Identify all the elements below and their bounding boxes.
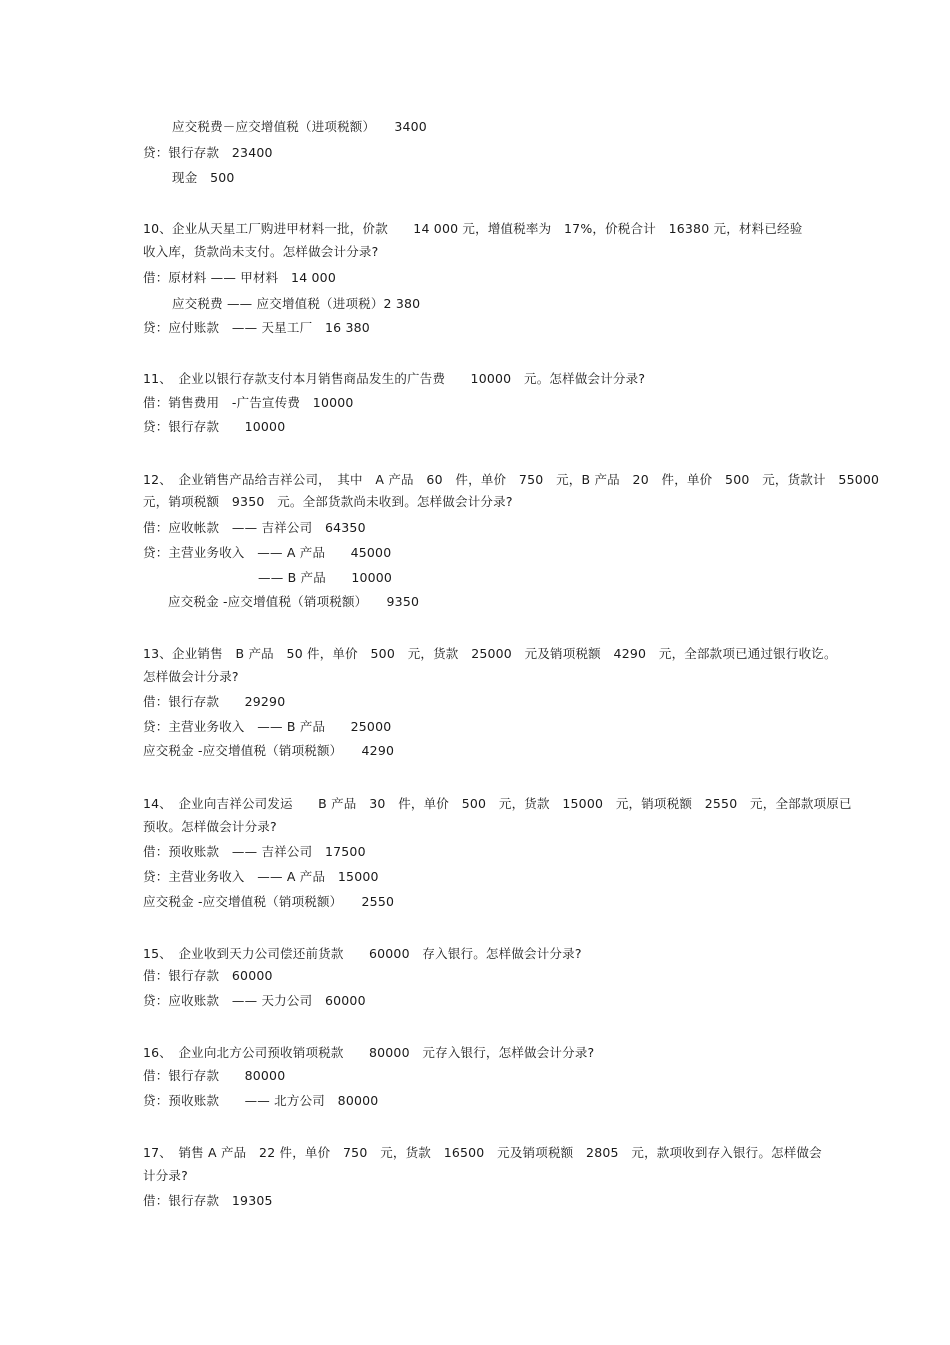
question-line: 17、 销售 A 产品 22 件，单价 750 元，货款 16500 元及销项税额 2805 元，款项收到存入银行。怎样做会 xyxy=(143,1145,822,1160)
question-line: 怎样做会计分录? xyxy=(143,669,239,684)
text-line: 应交税金 -应交增值税（销项税额） 4290 xyxy=(143,743,395,758)
text-line: 借：销售费用 -广告宣传费 10000 xyxy=(143,395,354,410)
question-line: 11、 企业以银行存款支付本月销售商品发生的广告费 10000 元。怎样做会计分录? xyxy=(143,371,646,386)
text-line: 借：银行存款 60000 xyxy=(143,968,273,983)
question-line: 计分录? xyxy=(143,1168,188,1183)
text-line: —— B 产品 10000 xyxy=(258,570,393,585)
question-line: 13、企业销售 B 产品 50 件，单价 500 元，货款 25000 元及销项税额 4290 元，全部款项已通过银行收讫。 xyxy=(143,646,837,661)
question-line: 10、企业从天星工厂购进甲材料一批，价款 14 000 元，增值税率为 17%，价税合计 16380 元，材料已经验 xyxy=(143,221,803,236)
question-line: 收入库，货款尚未支付。怎样做会计分录? xyxy=(143,244,379,259)
question-line: 15、 企业收到天力公司偿还前货款 60000 存入银行。怎样做会计分录? xyxy=(143,946,582,961)
text-line: 贷：银行存款 23400 xyxy=(143,145,273,160)
text-line: 贷：银行存款 10000 xyxy=(143,419,286,434)
text-line: 现金 500 xyxy=(172,170,235,185)
text-line: 应交税费－应交增值税（进项税额） 3400 xyxy=(172,119,427,134)
text-line: 应交税金 -应交增值税（销项税额） 2550 xyxy=(143,894,395,909)
text-line: 贷：预收账款 —— 北方公司 80000 xyxy=(143,1093,379,1108)
text-line: 贷：应付账款 —— 天星工厂 16 380 xyxy=(143,320,370,335)
text-line: 借：应收帐款 —— 吉祥公司 64350 xyxy=(143,520,366,535)
text-line: 贷：主营业务收入 —— B 产品 25000 xyxy=(143,719,392,734)
text-line: 借：预收账款 —— 吉祥公司 17500 xyxy=(143,844,366,859)
text-line: 应交税费 —— 应交增值税（进项税）2 380 xyxy=(172,296,421,311)
question-line: 12、 企业销售产品给吉祥公司， 其中 A 产品 60 件，单价 750 元，B 产品 20 件，单价 500 元，货款计 55000 xyxy=(143,472,880,487)
question-line: 16、 企业向北方公司预收销项税款 80000 元存入银行，怎样做会计分录? xyxy=(143,1045,595,1060)
text-line: 借：银行存款 19305 xyxy=(143,1193,273,1208)
question-line: 元，销项税额 9350 元。全部货款尚未收到。怎样做会计分录? xyxy=(143,494,513,509)
question-line: 14、 企业向吉祥公司发运 B 产品 30 件，单价 500 元，货款 15000 元，销项税额 2550 元，全部款项原已 xyxy=(143,796,852,811)
text-line: 应交税金 -应交增值税（销项税额） 9350 xyxy=(168,594,420,609)
text-line: 贷：主营业务收入 —— A 产品 45000 xyxy=(143,545,392,560)
text-line: 借：银行存款 80000 xyxy=(143,1068,286,1083)
text-line: 贷：主营业务收入 —— A 产品 15000 xyxy=(143,869,379,884)
text-line: 借：银行存款 29290 xyxy=(143,694,286,709)
text-line: 贷：应收账款 —— 天力公司 60000 xyxy=(143,993,366,1008)
question-line: 预收。怎样做会计分录? xyxy=(143,819,277,834)
text-line: 借：原材料 —— 甲材料 14 000 xyxy=(143,270,336,285)
